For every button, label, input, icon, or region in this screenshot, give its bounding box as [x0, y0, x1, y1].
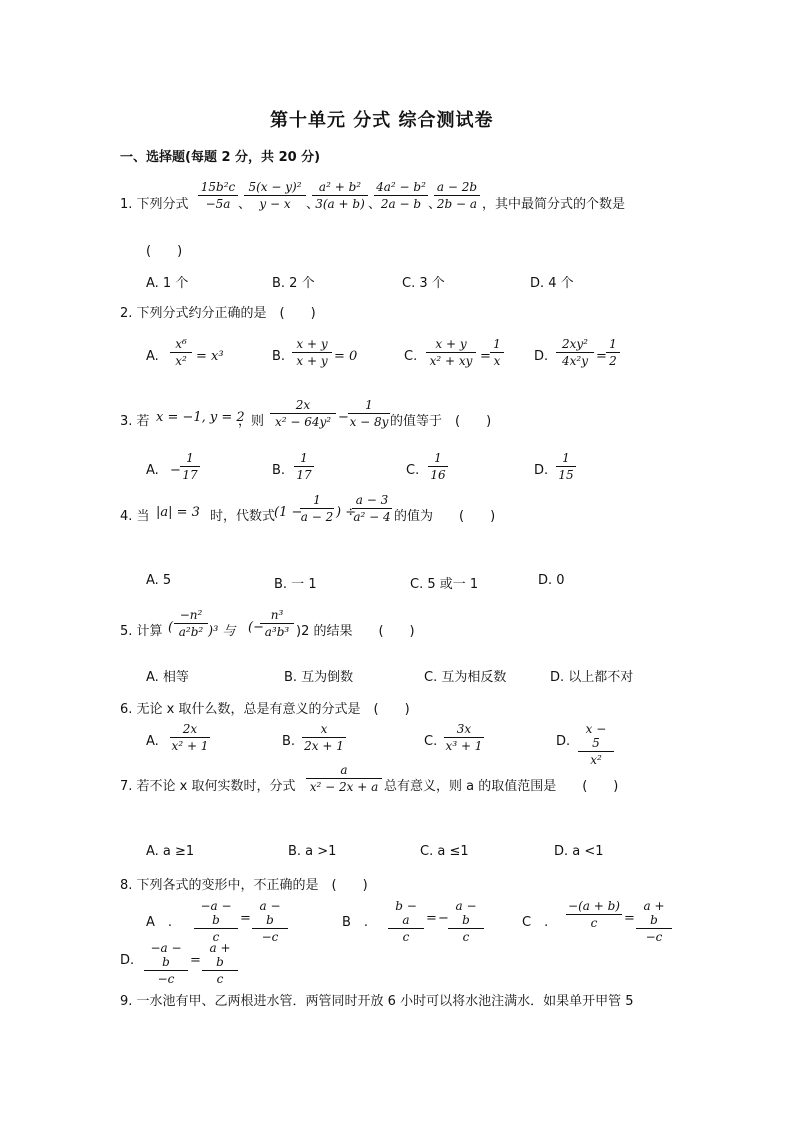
q2-option-b-rhs: = 0 [334, 349, 358, 364]
q8-option-a-right [252, 899, 288, 944]
q1-fraction-2 [244, 180, 306, 211]
q6-d-den: x² [590, 753, 602, 767]
q1-sep: 、 [428, 197, 442, 212]
q3-condition: x = −1, y = 2 [156, 410, 245, 425]
q8-option-d-left [144, 941, 188, 986]
q1-f1-num: 15b²c [198, 180, 238, 196]
q3-option-d-label: D. [534, 463, 549, 478]
q6-option-d-label: D. [556, 734, 571, 749]
q1-sep: 、 [238, 197, 252, 212]
q4-option-c: C. 5 或一 1 [410, 577, 479, 592]
q2-d-num: 2xy² [556, 337, 594, 353]
q3-option-d-fraction [556, 451, 576, 482]
q4-f2-num: a − 3 [352, 493, 392, 509]
q2-option-a-rhs: = x³ [196, 349, 224, 364]
q5-f2-den: a³b³ [264, 625, 290, 639]
q8-option-c-label: C . [522, 915, 549, 930]
q4-option-a: A. 5 [146, 573, 172, 588]
q6-option-c-label: C. [424, 734, 438, 749]
section-heading: 一、选择题(每题 2 分，共 20 分) [120, 150, 321, 165]
q7-fraction [306, 763, 382, 794]
q5-option-a: A. 相等 [146, 670, 189, 685]
q8-option-c-right [636, 899, 672, 944]
q8-option-a-eq: = [240, 911, 251, 926]
q8-option-b-right [448, 899, 484, 944]
q7-option-d: D. a <1 [554, 844, 604, 859]
q1-f2-num: 5(x − y)² [244, 180, 306, 196]
q4-f1-num: 1 [300, 493, 334, 509]
q3-a-den: 17 [182, 468, 198, 482]
q3-option-b-fraction [294, 451, 314, 482]
q3-f1-den: x² − 64y² [274, 415, 332, 429]
q2-d-rden: 2 [609, 354, 617, 368]
q3-option-a-sign: − [170, 463, 181, 478]
q6-option-d-fraction [578, 722, 614, 767]
q8-stem: 8. 下列各式的变形中，不正确的是 ( ) [120, 878, 368, 893]
q3-minus: − [338, 410, 349, 425]
q1-fraction-4 [374, 180, 428, 211]
q8-c-lnum: −(a + b) [566, 899, 622, 915]
q3-a-num: 1 [180, 451, 200, 467]
q3-f2-den: x − 8y [349, 415, 389, 429]
q8-c-rnum: a + b [636, 899, 672, 929]
q8-option-b-eq: = [426, 911, 437, 926]
q8-d-lnum: −a − b [144, 941, 188, 971]
q8-b-lden: c [402, 930, 410, 944]
q1-answer-paren: ( ) [146, 244, 183, 259]
q1-option-b: B. 2 个 [272, 276, 315, 291]
q4-expr-open: (1 − [274, 505, 303, 520]
q8-option-c-eq: = [624, 911, 635, 926]
q8-option-d-label: D. [120, 953, 135, 968]
q5-option-b: B. 互为倒数 [284, 670, 354, 685]
q1-f3-den: 3(a + b) [315, 197, 365, 211]
q2-option-c-label: C. [404, 349, 418, 364]
q2-c-rnum: 1 [490, 337, 504, 353]
q5-power-1: )³ 与 [208, 624, 236, 639]
q7-prefix: 7. 若不论 x 取何实数时，分式 [120, 779, 296, 794]
q3-prefix: 3. 若 [120, 414, 150, 429]
q1-sep: 、 [368, 197, 382, 212]
q6-a-num: 2x [170, 722, 210, 738]
q1-f4-num: 4a² − b² [374, 180, 428, 196]
q3-option-a-fraction [180, 451, 200, 482]
q3-option-b-label: B. [272, 463, 286, 478]
q1-fraction-5 [434, 180, 480, 211]
q1-f5-num: a − 2b [434, 180, 480, 196]
q5-suffix: )2 的结果 ( ) [296, 624, 415, 639]
q2-c-rden: x [493, 354, 501, 368]
q1-f1-den: −5a [205, 197, 231, 211]
q6-b-num: x [302, 722, 346, 738]
q8-option-a-label: A . [146, 915, 173, 930]
q2-c-den: x² + xy [429, 354, 473, 368]
q3-option-c-fraction [428, 451, 448, 482]
q8-option-c-left [566, 899, 622, 930]
q8-a-lden: c [212, 930, 220, 944]
q5-fraction-1 [174, 608, 208, 639]
q6-stem: 6. 无论 x 取什么数，总是有意义的分式是 ( ) [120, 702, 410, 717]
q1-sep: 、 [306, 197, 320, 212]
q6-option-a-label: A. [146, 734, 159, 749]
q6-option-b-label: B. [282, 734, 296, 749]
q2-d-den: 4x²y [562, 354, 588, 368]
q6-c-den: x³ + 1 [445, 739, 483, 753]
q2-a-num: x⁶ [170, 337, 192, 353]
q5-option-d: D. 以上都不对 [550, 670, 634, 685]
q5-fraction-2 [260, 608, 294, 639]
q2-d-rnum: 1 [606, 337, 620, 353]
q8-a-rnum: a − b [252, 899, 288, 929]
q7-suffix: 总有意义，则 a 的取值范围是 ( ) [384, 779, 619, 794]
q3-b-den: 17 [296, 468, 312, 482]
q8-a-lnum: −a − b [194, 899, 238, 929]
q3-c-den: 16 [430, 468, 446, 482]
q4-f1-den: a − 2 [300, 510, 334, 524]
q3-fraction-1 [270, 398, 336, 429]
q8-a-rden: −c [261, 930, 279, 944]
q2-stem: 2. 下列分式约分正确的是 ( ) [120, 306, 316, 321]
q5-f1-num: −n² [174, 608, 208, 624]
q1-fraction-1 [198, 180, 238, 211]
q8-option-d-eq: = [190, 953, 201, 968]
q7-option-a: A. a ≥1 [146, 844, 195, 859]
q2-b-den: x + y [296, 354, 328, 368]
q2-option-d-fraction [556, 337, 594, 368]
q2-option-d-label: D. [534, 349, 549, 364]
q4-prefix: 4. 当 [120, 509, 150, 524]
q7-f-den: x² − 2x + a [309, 780, 379, 794]
q1-f4-den: 2a − b [380, 197, 422, 211]
q3-d-den: 15 [558, 468, 574, 482]
q8-b-rden: c [462, 930, 470, 944]
q2-a-den: x² [175, 354, 187, 368]
q2-option-b-fraction [292, 337, 332, 368]
q8-option-b-left [388, 899, 424, 944]
q1-option-d: D. 4 个 [530, 276, 574, 291]
q8-d-lden: −c [157, 972, 175, 986]
q4-f2-den: a² − 4 [353, 510, 391, 524]
q8-d-rnum: a + b [202, 941, 238, 971]
q6-a-den: x² + 1 [171, 739, 209, 753]
q3-mid: ，则 [238, 414, 265, 429]
q1-f5-den: 2b − a [436, 197, 478, 211]
q4-mid: 时，代数式 [210, 509, 276, 524]
q4-condition: |a| = 3 [156, 505, 200, 520]
q3-suffix: 的值等于 ( ) [390, 414, 492, 429]
q8-c-lden: c [590, 916, 598, 930]
q2-option-a-label: A. [146, 349, 159, 364]
q5-open-paren: ( [168, 620, 174, 635]
q4-suffix: 的值为 ( ) [394, 509, 496, 524]
q3-option-a-label: A. [146, 463, 159, 478]
q4-fraction-2 [352, 493, 392, 524]
q2-b-num: x + y [292, 337, 332, 353]
q1-option-c: C. 3 个 [402, 276, 445, 291]
q1-option-a: A. 1 个 [146, 276, 189, 291]
q4-option-d: D. 0 [538, 573, 565, 588]
q8-option-a-left [194, 899, 238, 944]
q6-option-c-fraction [444, 722, 484, 753]
q3-fraction-2 [348, 398, 390, 429]
q5-prefix: 5. 计算 [120, 624, 163, 639]
q5-open-2: (− [248, 620, 264, 635]
q3-b-num: 1 [294, 451, 314, 467]
q6-option-a-fraction [170, 722, 210, 753]
q8-b-rnum: a − b [448, 899, 484, 929]
q2-option-d-rhs-fraction [606, 337, 620, 368]
q8-b-lnum: b − a [388, 899, 424, 929]
q1-f3-num: a² + b² [312, 180, 368, 196]
q2-option-c-rhs-fraction [490, 337, 504, 368]
q8-option-b-sign: − [438, 911, 449, 926]
q9-stem: 9. 一水池有甲、乙两根进水管．两管同时开放 6 小时可以将水池注满水．如果单开甲管 5 [120, 994, 634, 1009]
q2-option-b-label: B. [272, 349, 286, 364]
q6-d-num: x − 5 [578, 722, 614, 752]
q7-f-num: a [306, 763, 382, 779]
q5-option-c: C. 互为相反数 [424, 670, 507, 685]
q7-option-b: B. a >1 [288, 844, 337, 859]
q2-option-a-fraction [170, 337, 192, 368]
q2-option-c-fraction [426, 337, 476, 368]
q1-f2-den: y − x [259, 197, 291, 211]
q8-option-b-label: B . [342, 915, 369, 930]
q4-expr-div: ) ÷ [336, 505, 357, 520]
q4-option-b: B. 一 1 [274, 577, 317, 592]
q8-option-d-right [202, 941, 238, 986]
q4-fraction-1 [300, 493, 334, 524]
q2-c-num: x + y [426, 337, 476, 353]
q3-d-num: 1 [556, 451, 576, 467]
q2-option-d-eq: = [596, 349, 607, 364]
q8-d-rden: c [216, 972, 224, 986]
q3-f1-num: 2x [270, 398, 336, 414]
page-title: 第十单元 分式 综合测试卷 [270, 110, 494, 131]
q7-option-c: C. a ≤1 [420, 844, 469, 859]
q8-c-rden: −c [645, 930, 663, 944]
q3-option-c-label: C. [406, 463, 420, 478]
q5-f1-den: a²b² [178, 625, 204, 639]
q6-b-den: 2x + 1 [304, 739, 344, 753]
q1-stem-prefix: 1. 下列分式 [120, 197, 189, 212]
q2-option-c-eq: = [480, 349, 491, 364]
q3-f2-num: 1 [348, 398, 390, 414]
q3-c-num: 1 [428, 451, 448, 467]
q1-fraction-3 [312, 180, 368, 211]
q1-stem-suffix: ，其中最简分式的个数是 [482, 197, 626, 212]
q5-f2-num: n³ [260, 608, 294, 624]
q6-c-num: 3x [444, 722, 484, 738]
q6-option-b-fraction [302, 722, 346, 753]
